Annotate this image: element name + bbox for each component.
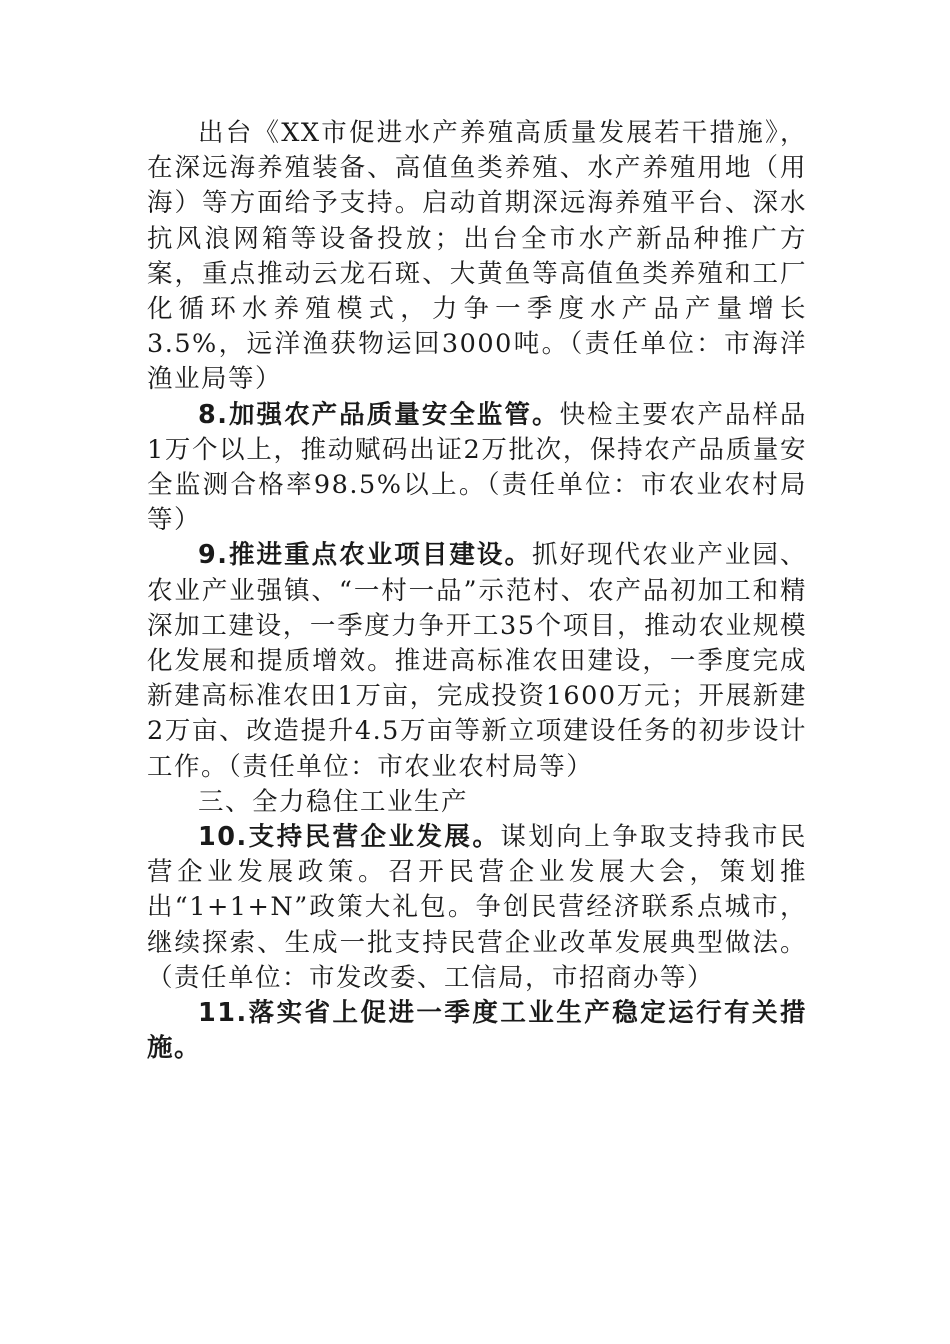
document-body: [147, 116, 807, 1066]
section-heading: 三、全力稳住工业生产: [198, 786, 469, 817]
paragraph-text: 谋划向上争取支持我市民营企业发展政策。召开民营企业发展大会，策划推出“1+1+N”政策大礼包。争创民营经济联系点城市，继续探索、生成一批支持民营企业改革发展典型做法。（责任单位：市发改委、工信局，市招商办等）: [147, 822, 807, 993]
paragraph-item-8: [147, 398, 807, 539]
paragraph-heading: 8.加强农产品质量安全监管。: [198, 399, 560, 430]
paragraph-text: 快检主要农产品样品1万个以上，推动赋码出证2万批次，保持农产品质量安全监测合格率98.5%以上。（责任单位：市农业农村局等）: [147, 399, 807, 536]
paragraph-item-11: [147, 996, 807, 1066]
paragraph-heading: 11.落实省上促进一季度工业生产稳定运行有关措施。: [147, 998, 807, 1064]
paragraph-item-10: [147, 820, 807, 996]
paragraph-item-9: [147, 538, 807, 784]
paragraph-aquaculture: [147, 116, 807, 398]
paragraph-text: 抓好现代农业产业园、农业产业强镇、“一村一品”示范村、农产品初加工和精深加工建设，一季度力争开工35个项目，推动农业规模化发展和提质增效。推进高标准农田建设，一季度完成新建高标准农田1万亩，完成投资1600万元；开展新建2万亩、改造提升4.5万亩等新立项建设任务的初步设计工作。（责任单位：市农业农村局等）: [147, 540, 807, 782]
paragraph-heading: 10.支持民营企业发展。: [198, 822, 501, 853]
paragraph-heading: 9.推进重点农业项目建设。: [198, 540, 533, 571]
paragraph-text: 出台《XX市促进水产养殖高质量发展若干措施》，在深远海养殖装备、高值鱼类养殖、水产养殖用地（用海）等方面给予支持。启动首期深远海养殖平台、深水抗风浪网箱等设备投放；出台全市水产新品种推广方案，重点推动云龙石斑、大黄鱼等高值鱼类养殖和工厂化循环水养殖模式，力争一季度水产品产量增长3.5%，远洋渔获物运回3000吨。（责任单位：市海洋渔业局等）: [147, 118, 807, 395]
